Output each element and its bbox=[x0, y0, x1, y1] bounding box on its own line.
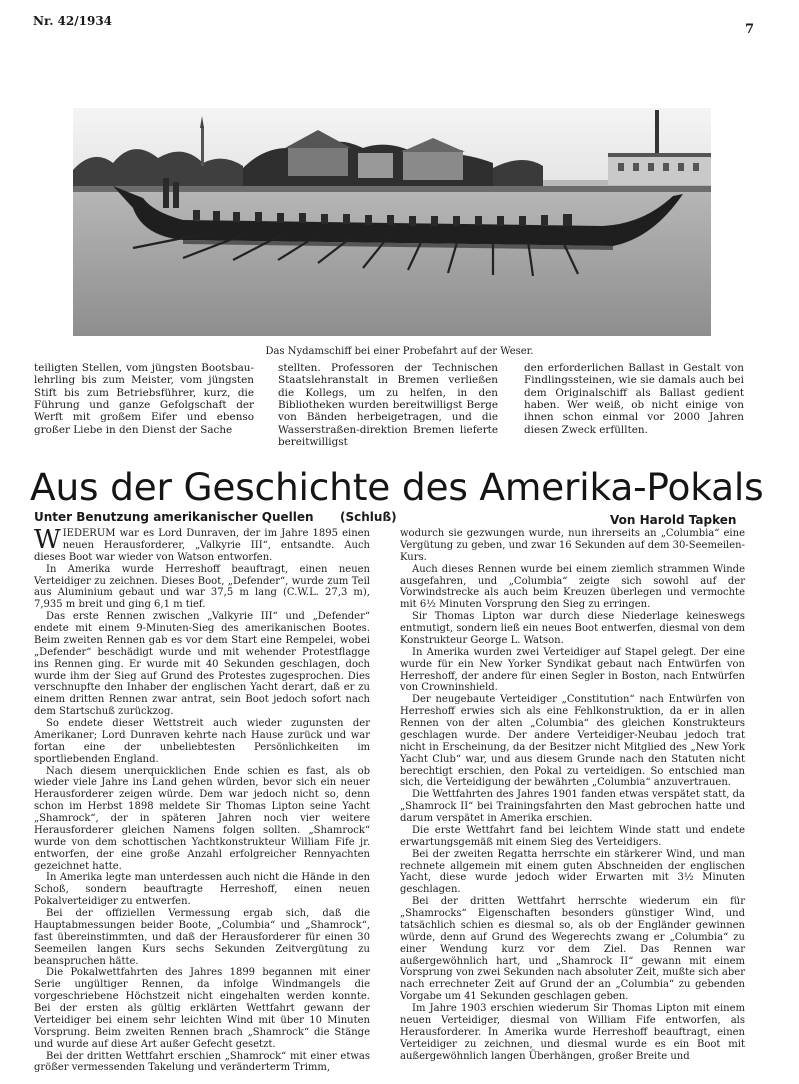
article-paragraph: So endete dieser Wettstreit auch wieder zugunsten der Amerikaner; Lord Dunraven kehrte nach Hause zurück und war fortan eine der unbeliebtesten Persönlichkeiten im sportliebenden England. bbox=[34, 718, 370, 765]
article-paragraph-text: IEDERUM war es Lord Dunraven, der im Jahre 1895 einen neuen Herausforderer, „Valkyrie III“, entsandte. Auch dieses Boot war wieder von Watson entworfen. bbox=[34, 528, 370, 563]
top-column-2 bbox=[278, 362, 498, 448]
top-paragraph-1: teiligten Stellen, vom jüngsten Bootsbau-lehrling bis zum Meister, vom jüngsten Stift bis zum Betriebsführer, kurz, die Führung und ganze Gefolgschaft der Werft mit großem Eifer und ebenso großer Liebe in den Dienst der Sache bbox=[34, 362, 254, 436]
article-subtitle: Unter Benutzung amerikanischer Quellen bbox=[34, 510, 314, 524]
article-left-column bbox=[34, 525, 370, 1074]
top-column-3 bbox=[524, 362, 744, 436]
article-author: Von Harold Tapken bbox=[610, 513, 737, 527]
article-paragraph: Sir Thomas Lipton war durch diese Niederlage keineswegs entmutigt, sondern ließ ein neues Boot entwerfen, diesmal von dem Konstrukteur George L. Watson. bbox=[400, 611, 745, 646]
article-paragraph: Das erste Rennen zwischen „Valkyrie III“ und „Defender“ endete mit einem 9-Minuten-Sieg des amerikanischen Bootes. Beim zweiten Rennen gab es vor dem Start eine Rempelei, wobei „Defender“ beschädigt wurde und mit wehender Protestflagge ins Rennen ging. Er wurde mit 40 Sekunden geschlagen, doch wurde ihm der Sieg auf Grund des Protestes zugesprochen. Dies verschnupfte den Inhaber der englischen Yacht derart, daß er zu einem dritten Rennen zwar antrat, sein Boot jedoch sofort nach dem Startschuß zurückzog. bbox=[34, 611, 370, 718]
article-paragraph: In Amerika wurden zwei Verteidiger auf Stapel gelegt. Der eine wurde für ein New Yorker Syndikat gebaut nach Entwürfen von Herreshoff, der andere für einen Segler in Boston, nach Entwürfen von Crowninshield. bbox=[400, 646, 745, 694]
article-paragraph: wodurch sie gezwungen wurde, nun ihrerseits an „Columbia“ eine Vergütung zu geben, und zwar 16 Sekunden auf dem 30-Seemeilen-Kurs. bbox=[400, 528, 745, 563]
article-paragraph: Bei der offiziellen Vermessung ergab sich, daß die Hauptabmessungen beider Boote, „Columbia“ und „Shamrock“, fast übereinstimmten, und daß der Herausforderer für einen 30 Seemeilen langen Kurs sechs Sekunden Zeitvergütung zu beanspruchen hätte. bbox=[34, 908, 370, 967]
top-paragraph-3: den erforderlichen Ballast in Gestalt von Findlingssteinen, wie sie damals auch bei dem Originalschiff als Ballast gedient haben. Wer weiß, ob nicht einige von ihnen schon einmal vor 2000 Jahren diesen Zweck erfüllten. bbox=[524, 362, 744, 436]
article-paragraph: In Amerika legte man unterdessen auch nicht die Hände in den Schoß, sondern beauftragte Herreshoff, einen neuen Pokalverteidiger zu entwerfen. bbox=[34, 872, 370, 908]
article-paragraph bbox=[34, 525, 370, 564]
article-paragraph: Der neugebaute Verteidiger „Constitution“ nach Entwürfen von Herreshoff erwies sich als eine Fehlkonstruktion, da er in allen Rennen von der alten „Columbia“ des gleichen Konstrukteurs geschlagen wurde. Der andere Verteidiger-Neubau jedoch trat nicht in Erscheinung, da der Besitzer nicht Mitglied des „New York Yacht Club“ war, und aus diesem Grunde nach den Statuten nicht berechtigt erschien, den Pokal zu verteidigen. So entschied man sich, die Verteidigung der bewährten „Columbia“ anzuvertrauen. bbox=[400, 694, 745, 789]
article-paragraph: Auch dieses Rennen wurde bei einem ziemlich strammen Winde ausgefahren, und „Columbia“ zeigte sich sowohl auf der Vorwindstrecke als auch beim Kreuzen überlegen und vermochte mit 6½ Minuten Vorsprung den Sieg zu erringen. bbox=[400, 563, 745, 611]
article-paragraph: Bei der dritten Wettfahrt herrschte wiederum ein für „Shamrocks“ Eigenschaften besonders günstiger Wind, und tatsächlich schien es diesmal so, als ob der Engländer gewinnen würde, denn auf Grund des Wegerechts zwang er „Columbia“ zu einer Wendung kurz vor dem Ziel. Das Rennen war außergewöhnlich hart, und „Shamrock II“ gewann mit einem Vorsprung von zwei Sekunden nach absoluter Zeit, mußte sich aber nach errechneter Zeit auf Grund der an „Columbia“ zu gebenden Vorgabe um 41 Sekunden geschlagen geben. bbox=[400, 896, 745, 1003]
drop-cap: W bbox=[34, 525, 61, 555]
article-paragraph: Bei der dritten Wettfahrt erschien „Shamrock“ mit einer etwas größer vermessenden Takelung und veränderterm Trimm, bbox=[34, 1050, 370, 1074]
article-right-column bbox=[400, 528, 745, 1062]
top-column-1 bbox=[34, 362, 254, 436]
nydam-ship-photo bbox=[73, 108, 711, 336]
article-paragraph: Die erste Wettfahrt fand bei leichtem Winde statt und endete erwartungsgemäß mit einem Sieg des Verteidigers. bbox=[400, 824, 745, 848]
article-paragraph: Im Jahre 1903 erschien wiederum Sir Thomas Lipton mit einem neuen Verteidiger, diesmal von William Fife entworfen, als Herausforderer. In Amerika wurde Herreshoff beauftragt, einen Verteidiger zu zeichnen, und diesmal wurde es ein Boot mit außergewöhnlich langen Überhängen, großer Breite und bbox=[400, 1003, 745, 1062]
article-paragraph: Bei der zweiten Regatta herrschte ein stärkerer Wind, und man rechnete allgemein mit einem guten Abschneiden der englischen Yacht, diese wurde jedoch wider Erwarten mit 3½ Minuten geschlagen. bbox=[400, 848, 745, 896]
article-paragraph: Die Wettfahrten des Jahres 1901 fanden etwas verspätet statt, da „Shamrock II“ bei Trainingsfahrten den Mast gebrochen hatte und darum verspätet in Amerika erschien. bbox=[400, 789, 745, 824]
article-paragraph: Nach diesem unerquicklichen Ende schien es fast, als ob wieder viele Jahre ins Land gehen würden, bevor sich ein neuer Herausforderer zeigen würde. Dem war jedoch nicht so, denn schon im Herbst 1898 meldete Sir Thomas Lipton seine Yacht „Shamrock“, der in späteren Jahren noch vier weitere Herausforderer gleichen Namens folgen sollten. „Shamrock“ wurde von dem schottischen Yachtkonstrukteur William Fife jr. entworfen, der eine große Anzahl erfolgreicher Rennyachten gezeichnet hatte. bbox=[34, 765, 370, 872]
issue-number: Nr. 42/1934 bbox=[33, 14, 113, 28]
photo-caption: Das Nydamschiff bei einer Probefahrt auf der Weser. bbox=[265, 346, 534, 357]
article-paragraph: In Amerika wurde Herreshoff beauftragt, einen neuen Verteidiger zu zeichnen. Dieses Boot, „Defender“, wurde zum Teil aus Aluminium gebaut und war 37,5 m lang (C.W.L. 27,3 m), 7,935 m breit und ging 6,1 m tief. bbox=[34, 563, 370, 611]
article-title: Aus der Geschichte des Amerika-Pokals bbox=[30, 465, 764, 509]
article-paragraph: Die Pokalwettfahrten des Jahres 1899 begannen mit einer Serie ungültiger Rennen, da infolge Windmangels die vorgeschriebene Höchstzeit nicht eingehalten werden konnte. Bei der ersten als gültig erklärten Wettfahrt gewann der Verteidiger bei einem sehr leichten Wind mit über 10 Minuten Vorsprung. Beim zweiten Rennen brach „Shamrock“ die Stänge und wurde auf diese Art außer Gefecht gesetzt. bbox=[34, 967, 370, 1050]
page-number: 7 bbox=[745, 22, 755, 37]
article-part: (Schluß) bbox=[340, 510, 397, 524]
top-paragraph-2: stellten. Professoren der Technischen Staatslehranstalt in Bremen verließen die Kollegs, um zu helfen, in den Bibliotheken wurden bereitwilligst Berge von Bänden herbeigetragen, und die Wasserstraßen-direktion Bremen lieferte bereitwilligst bbox=[278, 362, 498, 449]
